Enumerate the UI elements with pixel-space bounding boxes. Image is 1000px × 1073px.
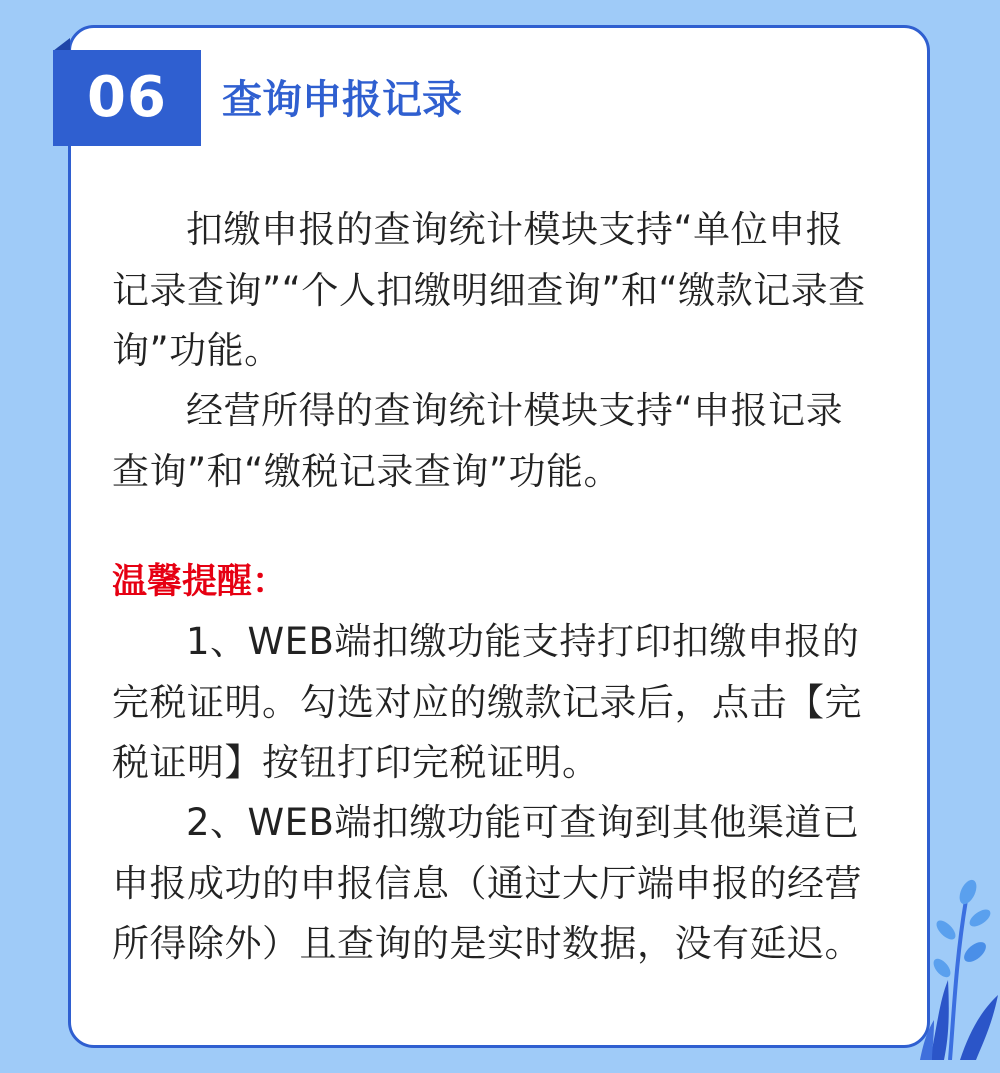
tip-label: 温馨提醒： [112,562,288,602]
leaf-plant-icon [920,870,1000,1060]
tip-item-realtime-query: 2、WEB端扣缴功能可查询到其他渠道已申报成功的申报信息（通过大厅端申报的经营所得除外）且查询的是实时数据，没有延迟。 [112,801,862,965]
section-number-badge: 06 [53,50,201,146]
paragraph-business-income: 经营所得的查询统计模块支持“申报记录查询”和“缴税记录查询”功能。 [112,389,844,493]
paragraph-withholding: 扣缴申报的查询统计模块支持“单位申报记录查询”“个人扣缴明细查询”和“缴款记录查询”功能。 [112,208,866,372]
tip-item-print-certificate: 1、WEB端扣缴功能支持打印扣缴申报的完税证明。勾选对应的缴款记录后，点击【完税证明】按钮打印完税证明。 [112,620,862,784]
section-title: 查询申报记录 [222,77,462,123]
